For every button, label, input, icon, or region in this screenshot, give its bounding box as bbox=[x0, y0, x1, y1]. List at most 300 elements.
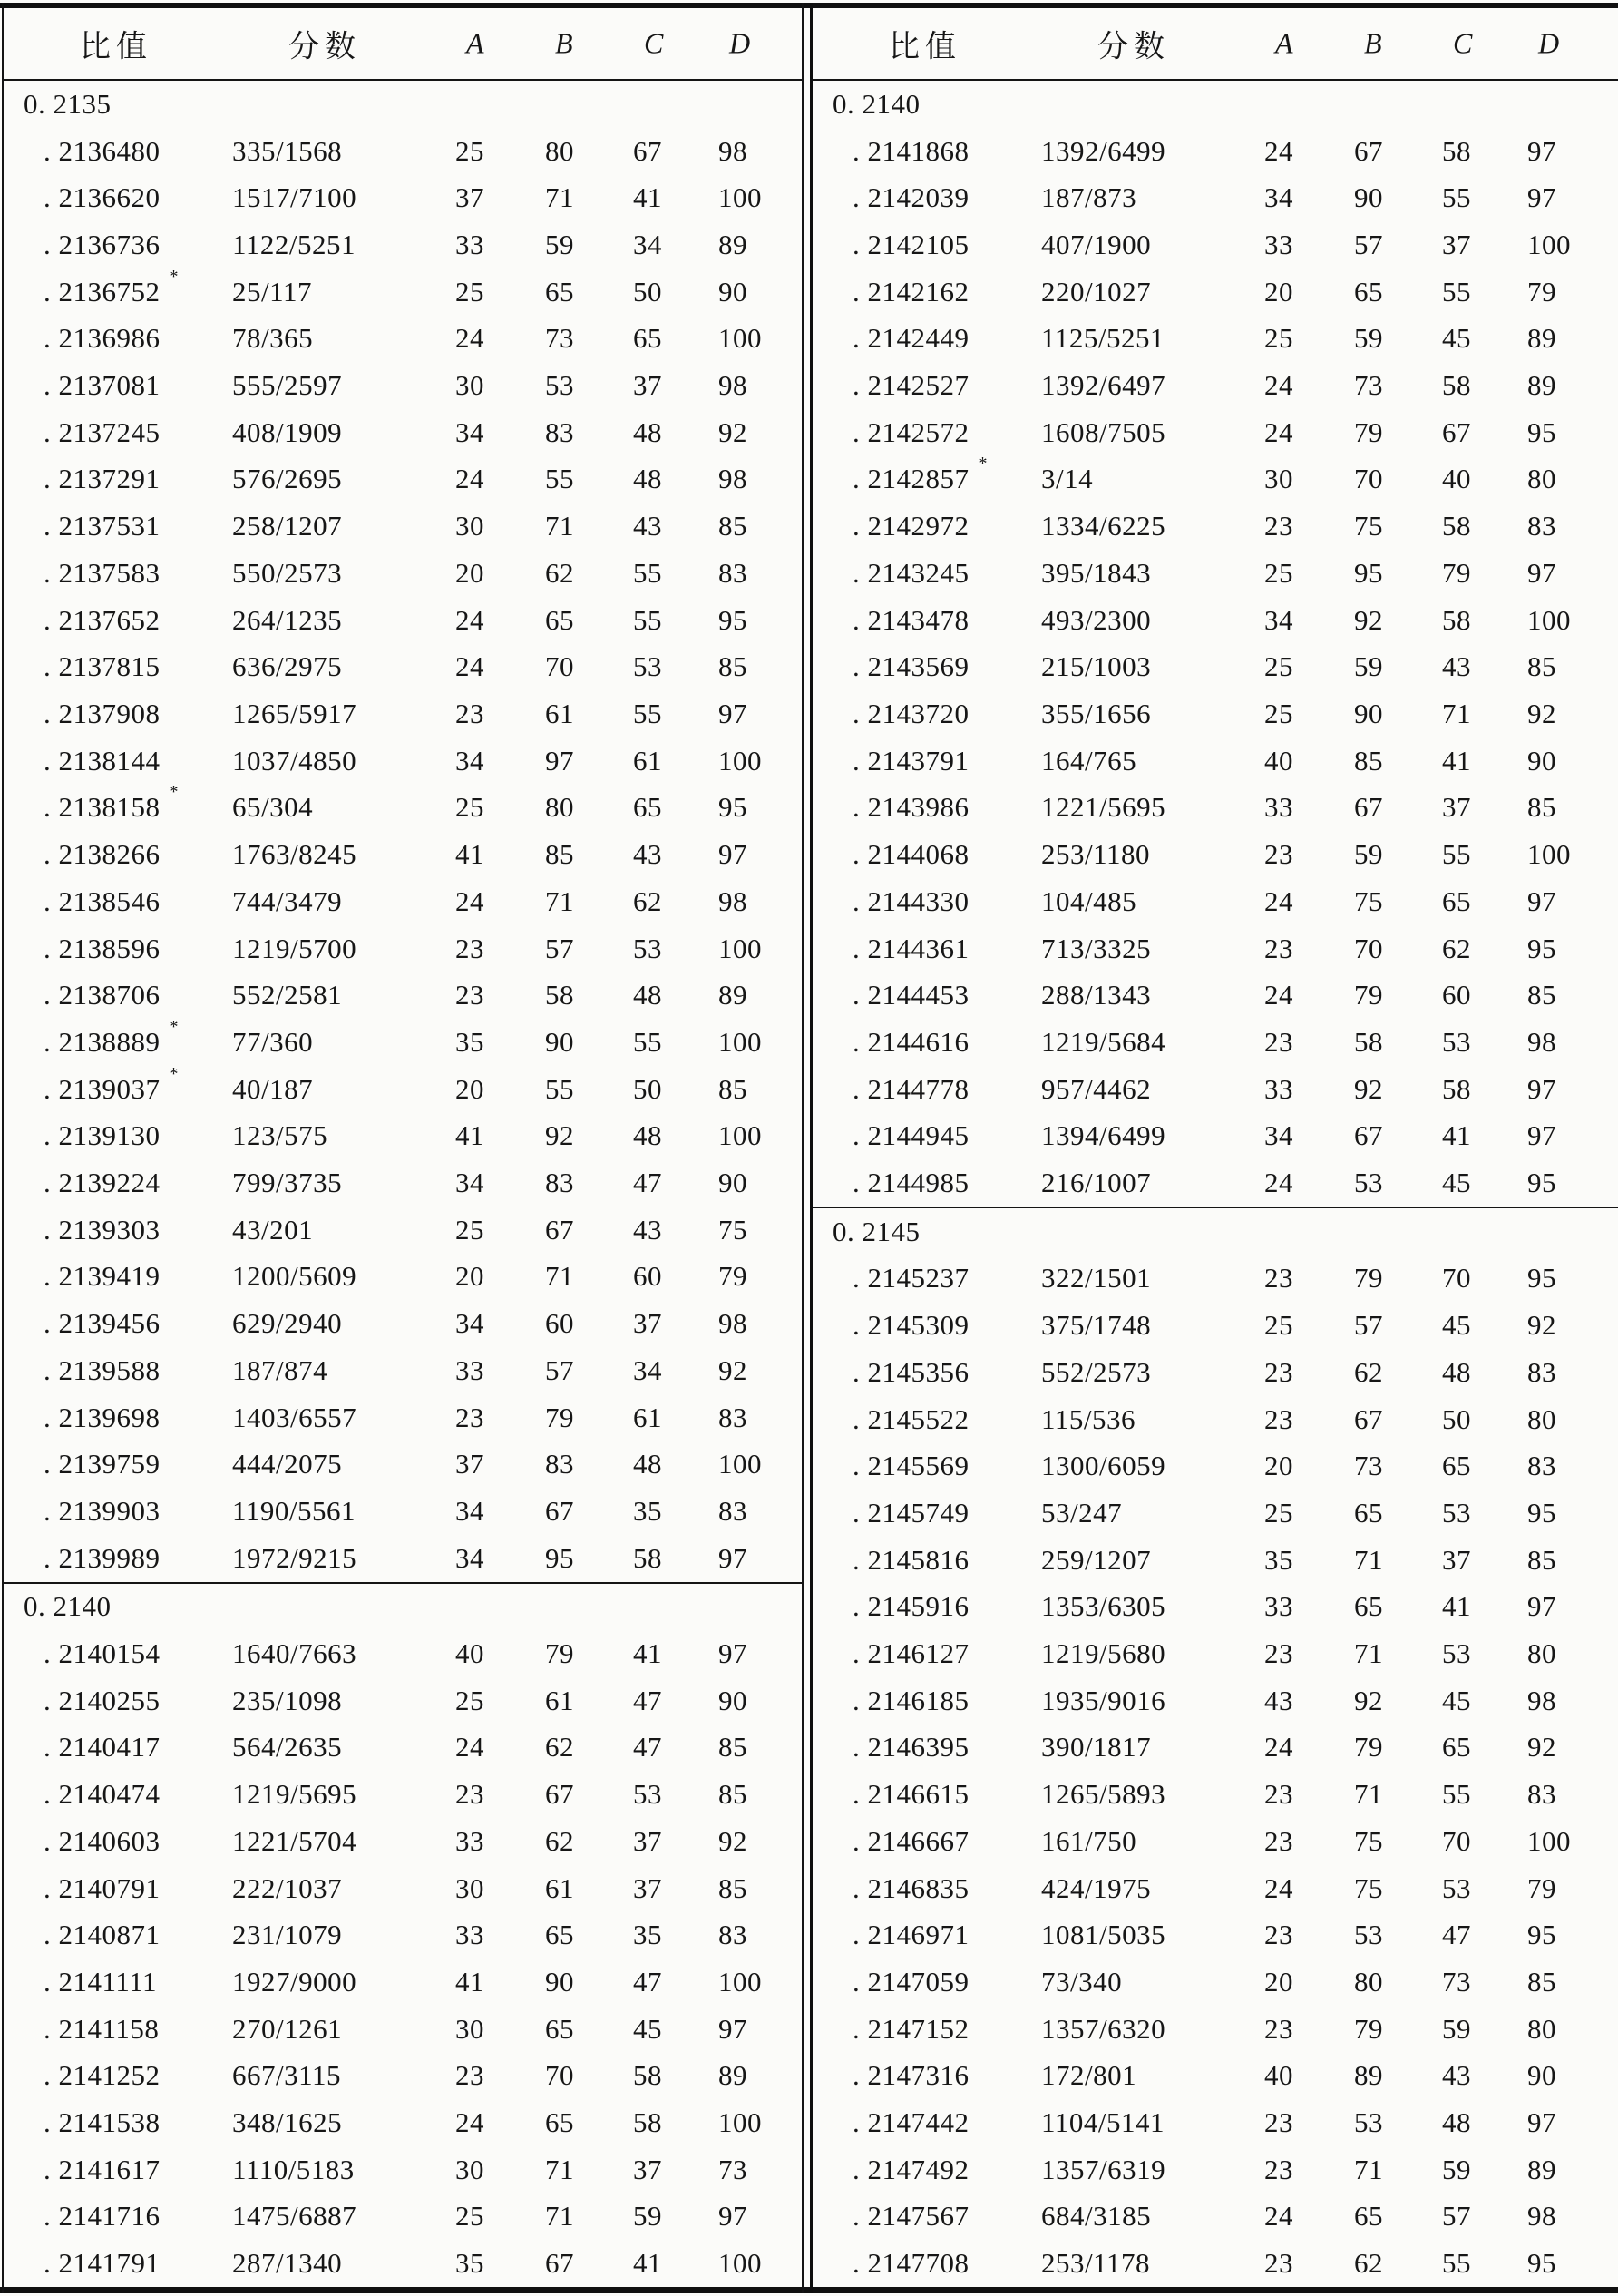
ratio-value: . 2141791 bbox=[44, 2247, 161, 2280]
column-header-a: A bbox=[466, 26, 484, 60]
table-row bbox=[4, 503, 802, 550]
star-marker: * bbox=[169, 1063, 179, 1084]
table-row bbox=[813, 1537, 1618, 1584]
ratio-value: . 2139989 bbox=[44, 1541, 161, 1574]
value-c-cell: 37 bbox=[1442, 1543, 1471, 1576]
value-d-cell: 83 bbox=[1527, 1355, 1556, 1388]
value-d-cell: 79 bbox=[1527, 1871, 1556, 1904]
value-d-cell: 100 bbox=[718, 1119, 762, 1152]
value-a-cell: 37 bbox=[455, 1448, 484, 1480]
value-a-cell: 23 bbox=[1264, 1402, 1293, 1435]
value-b-cell: 65 bbox=[1354, 2200, 1383, 2232]
value-c-cell: 50 bbox=[633, 1072, 662, 1105]
value-b-cell: 59 bbox=[1354, 838, 1383, 871]
fraction-cell: 1265/5893 bbox=[1041, 1778, 1166, 1811]
value-b-cell: 83 bbox=[545, 1167, 574, 1199]
value-a-cell: 25 bbox=[455, 275, 484, 308]
value-c-cell: 43 bbox=[633, 510, 662, 542]
value-d-cell: 95 bbox=[1527, 1919, 1556, 1951]
value-d-cell: 98 bbox=[718, 463, 747, 495]
value-c-cell: 48 bbox=[1442, 2106, 1471, 2139]
table-row bbox=[4, 550, 802, 597]
ratio-cell bbox=[44, 2059, 170, 2092]
value-c-cell: 41 bbox=[633, 181, 662, 214]
ratio-value: . 2142527 bbox=[853, 369, 970, 402]
value-d-cell: 95 bbox=[1527, 415, 1556, 448]
value-a-cell: 30 bbox=[455, 369, 484, 402]
ratio-cell bbox=[44, 2154, 170, 2186]
value-b-cell: 71 bbox=[545, 1260, 574, 1293]
ratio-value: . 2139903 bbox=[44, 1495, 161, 1528]
table-row bbox=[4, 1911, 802, 1959]
table-row bbox=[4, 1159, 802, 1207]
fraction-cell: 744/3479 bbox=[232, 884, 343, 917]
value-b-cell: 62 bbox=[1354, 1355, 1383, 1388]
ratio-value: . 2147567 bbox=[853, 2200, 970, 2232]
value-a-cell: 33 bbox=[1264, 228, 1293, 260]
fraction-cell: 259/1207 bbox=[1041, 1543, 1152, 1576]
value-a-cell: 34 bbox=[455, 1307, 484, 1340]
ratio-value: . 2138546 bbox=[44, 884, 161, 917]
fraction-cell: 957/4462 bbox=[1041, 1072, 1152, 1105]
table-row bbox=[4, 1063, 802, 1113]
value-c-cell: 35 bbox=[633, 1919, 662, 1951]
value-d-cell: 89 bbox=[718, 2059, 747, 2092]
value-d-cell: 80 bbox=[1527, 1637, 1556, 1670]
table-row bbox=[4, 831, 802, 878]
fraction-cell: 1300/6059 bbox=[1041, 1450, 1166, 1482]
value-b-cell: 79 bbox=[545, 1401, 574, 1433]
table-row bbox=[4, 456, 802, 503]
value-c-cell: 45 bbox=[1442, 1309, 1471, 1342]
value-b-cell: 75 bbox=[1354, 510, 1383, 542]
ratio-cell bbox=[853, 2059, 979, 2092]
table-row bbox=[813, 972, 1618, 1019]
ratio-value: . 2145916 bbox=[853, 1590, 970, 1623]
value-a-cell: 35 bbox=[455, 1025, 484, 1058]
value-d-cell: 95 bbox=[1527, 1262, 1556, 1295]
value-b-cell: 57 bbox=[1354, 1309, 1383, 1342]
table-row bbox=[813, 409, 1618, 456]
value-b-cell: 90 bbox=[545, 1025, 574, 1058]
ratio-cell bbox=[853, 745, 979, 777]
ratio-value: . 2139130 bbox=[44, 1119, 161, 1152]
value-a-cell: 24 bbox=[1264, 2200, 1293, 2232]
section-header-row bbox=[813, 81, 1618, 128]
fraction-cell: 684/3185 bbox=[1041, 2200, 1152, 2232]
value-b-cell: 67 bbox=[545, 2247, 574, 2280]
ratio-value: . 2138266 bbox=[44, 838, 161, 871]
value-c-cell: 47 bbox=[633, 1731, 662, 1764]
value-c-cell: 37 bbox=[1442, 228, 1471, 260]
ratio-cell bbox=[853, 791, 979, 824]
value-d-cell: 92 bbox=[718, 1824, 747, 1857]
value-d-cell: 83 bbox=[718, 1401, 747, 1433]
ratio-value: . 2144330 bbox=[853, 884, 970, 917]
fraction-cell: 1517/7100 bbox=[232, 181, 357, 214]
value-b-cell: 71 bbox=[545, 884, 574, 917]
fraction-cell: 493/2300 bbox=[1041, 603, 1152, 636]
value-d-cell: 97 bbox=[718, 1541, 747, 1574]
ratio-value: . 2141716 bbox=[44, 2200, 161, 2232]
fraction-cell: 78/365 bbox=[232, 322, 314, 355]
ratio-value: . 2136480 bbox=[44, 134, 161, 167]
fraction-cell: 667/3115 bbox=[232, 2059, 341, 2092]
value-c-cell: 73 bbox=[1442, 1965, 1471, 1998]
ratio-cell bbox=[853, 369, 979, 402]
value-a-cell: 30 bbox=[455, 2012, 484, 2045]
fraction-cell: 636/2975 bbox=[232, 650, 343, 683]
value-a-cell: 25 bbox=[1264, 1496, 1293, 1529]
fraction-cell: 1104/5141 bbox=[1041, 2106, 1165, 2139]
value-b-cell: 59 bbox=[545, 228, 574, 260]
value-c-cell: 34 bbox=[633, 1353, 662, 1386]
table-row bbox=[4, 1535, 802, 1582]
value-c-cell: 53 bbox=[633, 932, 662, 964]
value-d-cell: 80 bbox=[1527, 463, 1556, 495]
value-c-cell: 45 bbox=[1442, 322, 1471, 355]
value-d-cell: 85 bbox=[718, 1072, 747, 1105]
fraction-cell: 552/2573 bbox=[1041, 1355, 1152, 1388]
value-d-cell: 100 bbox=[718, 1965, 762, 1998]
table-row bbox=[813, 738, 1618, 785]
table-row bbox=[813, 2099, 1618, 2146]
column-header-row bbox=[4, 8, 802, 81]
value-a-cell: 24 bbox=[455, 884, 484, 917]
ratio-value: . 2139419 bbox=[44, 1260, 161, 1293]
value-b-cell: 75 bbox=[1354, 884, 1383, 917]
fraction-cell: 1357/6319 bbox=[1041, 2153, 1166, 2185]
value-b-cell: 65 bbox=[545, 275, 574, 308]
value-c-cell: 67 bbox=[633, 134, 662, 167]
value-a-cell: 25 bbox=[455, 2200, 484, 2232]
ratio-value: . 2144068 bbox=[853, 838, 970, 871]
value-a-cell: 23 bbox=[455, 979, 484, 1011]
section-label: 0. 2140 bbox=[24, 1590, 112, 1623]
ratio-cell bbox=[44, 1685, 170, 1717]
fraction-cell: 258/1207 bbox=[232, 510, 343, 542]
ratio-value: . 2143478 bbox=[853, 603, 970, 636]
value-a-cell: 23 bbox=[1264, 2106, 1293, 2139]
value-a-cell: 20 bbox=[1264, 1965, 1293, 1998]
value-d-cell: 85 bbox=[718, 1871, 747, 1904]
value-d-cell: 97 bbox=[1527, 884, 1556, 917]
value-c-cell: 58 bbox=[633, 2106, 662, 2139]
ratio-cell bbox=[44, 885, 170, 918]
table-body-left bbox=[4, 81, 802, 2287]
ratio-value: . 2146127 bbox=[853, 1637, 970, 1670]
table-row bbox=[813, 456, 1618, 503]
value-b-cell: 92 bbox=[1354, 603, 1383, 636]
value-c-cell: 48 bbox=[633, 979, 662, 1011]
ratio-value: . 2141538 bbox=[44, 2106, 161, 2139]
ratio-cell bbox=[44, 603, 170, 636]
value-c-cell: 58 bbox=[633, 2059, 662, 2092]
ratio-value: . 2140417 bbox=[44, 1731, 161, 1764]
table-row bbox=[4, 1254, 802, 1301]
value-b-cell: 90 bbox=[545, 1965, 574, 1998]
ratio-cell bbox=[44, 1731, 170, 1764]
value-c-cell: 58 bbox=[1442, 369, 1471, 402]
value-c-cell: 62 bbox=[633, 884, 662, 917]
ratio-value: . 2141111 bbox=[44, 1966, 158, 1998]
table-row bbox=[4, 2099, 802, 2146]
value-c-cell: 48 bbox=[633, 1119, 662, 1152]
value-c-cell: 45 bbox=[1442, 1167, 1471, 1199]
ratio-value: . 2143791 bbox=[853, 744, 970, 777]
value-a-cell: 37 bbox=[455, 181, 484, 214]
ratio-value: . 2143569 bbox=[853, 650, 970, 683]
ratio-cell bbox=[853, 885, 979, 918]
ratio-cell bbox=[44, 1919, 170, 1951]
value-c-cell: 65 bbox=[1442, 1731, 1471, 1764]
table-row bbox=[813, 2193, 1618, 2241]
table-row bbox=[813, 2053, 1618, 2100]
value-d-cell: 85 bbox=[1527, 979, 1556, 1011]
table-row bbox=[4, 174, 802, 221]
table-panel-left bbox=[4, 8, 802, 2287]
table-row bbox=[813, 221, 1618, 269]
table-row bbox=[813, 550, 1618, 597]
value-a-cell: 23 bbox=[1264, 838, 1293, 871]
value-a-cell: 23 bbox=[1264, 2012, 1293, 2045]
value-b-cell: 95 bbox=[545, 1541, 574, 1574]
value-c-cell: 59 bbox=[1442, 2012, 1471, 2045]
ratio-cell bbox=[44, 134, 170, 167]
fraction-cell: 1763/8245 bbox=[232, 838, 357, 871]
fraction-cell: 187/874 bbox=[232, 1353, 328, 1386]
ratio-cell bbox=[853, 229, 979, 261]
ratio-value: . 2139759 bbox=[44, 1448, 161, 1480]
value-c-cell: 55 bbox=[633, 556, 662, 589]
value-c-cell: 47 bbox=[633, 1965, 662, 1998]
value-c-cell: 37 bbox=[633, 1307, 662, 1340]
table-row bbox=[813, 785, 1618, 832]
value-b-cell: 70 bbox=[545, 650, 574, 683]
ratio-cell bbox=[853, 1356, 979, 1389]
fraction-cell: 1392/6499 bbox=[1041, 134, 1166, 167]
table-row bbox=[4, 2146, 802, 2193]
ratio-value: . 2145522 bbox=[853, 1402, 970, 1435]
value-a-cell: 34 bbox=[455, 1541, 484, 1574]
fraction-cell: 264/1235 bbox=[232, 603, 343, 636]
value-a-cell: 20 bbox=[1264, 275, 1293, 308]
value-b-cell: 79 bbox=[545, 1637, 574, 1670]
value-d-cell: 80 bbox=[1527, 2012, 1556, 2045]
ratio-value: . 2140603 bbox=[44, 1825, 161, 1858]
value-c-cell: 43 bbox=[1442, 2059, 1471, 2092]
ratio-cell bbox=[44, 266, 179, 308]
ratio-value: . 2136752 bbox=[44, 275, 161, 308]
table-row bbox=[813, 1771, 1618, 1818]
table-row bbox=[813, 1349, 1618, 1396]
value-b-cell: 71 bbox=[1354, 2153, 1383, 2185]
value-c-cell: 61 bbox=[633, 1401, 662, 1433]
value-b-cell: 55 bbox=[545, 463, 574, 495]
ratio-cell bbox=[853, 1167, 979, 1199]
fraction-cell: 73/340 bbox=[1041, 1965, 1123, 1998]
value-d-cell: 90 bbox=[1527, 744, 1556, 777]
ratio-value: . 2137081 bbox=[44, 369, 161, 402]
column-header-fraction: 分数 bbox=[288, 30, 361, 64]
value-c-cell: 53 bbox=[633, 1778, 662, 1811]
fraction-cell: 53/247 bbox=[1041, 1496, 1123, 1529]
value-a-cell: 25 bbox=[1264, 322, 1293, 355]
ratio-value: . 2137583 bbox=[44, 557, 161, 590]
value-b-cell: 70 bbox=[1354, 463, 1383, 495]
fraction-cell: 1935/9016 bbox=[1041, 1684, 1166, 1716]
value-d-cell: 95 bbox=[1527, 1496, 1556, 1529]
table-row bbox=[4, 1112, 802, 1159]
value-b-cell: 90 bbox=[1354, 697, 1383, 729]
ratio-value: . 2142105 bbox=[853, 229, 970, 261]
ratio-cell bbox=[853, 979, 979, 1011]
value-a-cell: 34 bbox=[1264, 181, 1293, 214]
table-row bbox=[4, 925, 802, 972]
table-row bbox=[4, 409, 802, 456]
value-a-cell: 24 bbox=[1264, 415, 1293, 448]
fraction-cell: 253/1178 bbox=[1041, 2247, 1150, 2280]
value-c-cell: 37 bbox=[633, 2153, 662, 2185]
fraction-cell: 1221/5704 bbox=[232, 1824, 357, 1857]
fraction-cell: 1392/6497 bbox=[1041, 369, 1166, 402]
value-c-cell: 55 bbox=[633, 603, 662, 636]
ratio-value: . 2147316 bbox=[853, 2059, 970, 2092]
value-a-cell: 24 bbox=[1264, 1871, 1293, 1904]
value-c-cell: 53 bbox=[1442, 1871, 1471, 1904]
value-d-cell: 98 bbox=[1527, 1025, 1556, 1058]
value-c-cell: 41 bbox=[1442, 1119, 1471, 1152]
value-a-cell: 41 bbox=[455, 1119, 484, 1152]
table-row bbox=[4, 690, 802, 738]
ratio-cell bbox=[853, 557, 979, 590]
value-c-cell: 55 bbox=[633, 697, 662, 729]
table-row bbox=[813, 1818, 1618, 1865]
ratio-cell bbox=[44, 322, 170, 355]
ratio-value: . 2144985 bbox=[853, 1167, 970, 1199]
table-row bbox=[4, 266, 802, 316]
value-b-cell: 59 bbox=[1354, 322, 1383, 355]
value-b-cell: 65 bbox=[545, 2012, 574, 2045]
value-b-cell: 53 bbox=[545, 369, 574, 402]
ratio-cell bbox=[853, 2200, 979, 2232]
value-a-cell: 35 bbox=[455, 2247, 484, 2280]
ratio-cell bbox=[44, 782, 179, 824]
value-d-cell: 98 bbox=[718, 884, 747, 917]
value-d-cell: 85 bbox=[1527, 1543, 1556, 1576]
value-d-cell: 85 bbox=[718, 1731, 747, 1764]
value-c-cell: 53 bbox=[1442, 1637, 1471, 1670]
value-d-cell: 97 bbox=[1527, 1072, 1556, 1105]
value-a-cell: 41 bbox=[455, 838, 484, 871]
value-d-cell: 100 bbox=[1527, 1824, 1571, 1857]
ratio-value: . 2145816 bbox=[853, 1543, 970, 1576]
fraction-cell: 355/1656 bbox=[1041, 697, 1152, 729]
fraction-cell: 1219/5684 bbox=[1041, 1025, 1166, 1058]
value-b-cell: 75 bbox=[1354, 1824, 1383, 1857]
value-a-cell: 23 bbox=[1264, 932, 1293, 964]
fraction-cell: 235/1098 bbox=[232, 1684, 343, 1716]
ratio-cell bbox=[44, 698, 170, 730]
value-c-cell: 70 bbox=[1442, 1824, 1471, 1857]
value-c-cell: 50 bbox=[1442, 1402, 1471, 1435]
ratio-cell bbox=[853, 1731, 979, 1764]
ratio-value: . 2142162 bbox=[853, 275, 970, 308]
value-a-cell: 34 bbox=[455, 415, 484, 448]
ratio-value: . 2140791 bbox=[44, 1871, 161, 1904]
ratio-value: . 2147492 bbox=[853, 2153, 970, 2185]
value-a-cell: 23 bbox=[1264, 1637, 1293, 1670]
table-row bbox=[4, 1865, 802, 1912]
ratio-cell bbox=[44, 2200, 170, 2232]
value-b-cell: 71 bbox=[545, 510, 574, 542]
fraction-cell: 231/1079 bbox=[232, 1919, 343, 1951]
value-a-cell: 23 bbox=[455, 697, 484, 729]
value-a-cell: 33 bbox=[455, 1919, 484, 1951]
value-d-cell: 95 bbox=[718, 603, 747, 636]
value-d-cell: 100 bbox=[718, 932, 762, 964]
table-row bbox=[813, 362, 1618, 409]
fraction-cell: 253/1180 bbox=[1041, 838, 1150, 871]
value-c-cell: 58 bbox=[1442, 603, 1471, 636]
fraction-cell: 1608/7505 bbox=[1041, 415, 1166, 448]
value-b-cell: 58 bbox=[545, 979, 574, 1011]
value-d-cell: 97 bbox=[718, 697, 747, 729]
value-b-cell: 65 bbox=[545, 603, 574, 636]
value-d-cell: 100 bbox=[718, 1448, 762, 1480]
ratio-cell bbox=[853, 650, 979, 683]
ratio-cell bbox=[44, 2013, 168, 2046]
table-row bbox=[813, 1066, 1618, 1113]
value-b-cell: 67 bbox=[1354, 1402, 1383, 1435]
value-b-cell: 79 bbox=[1354, 979, 1383, 1011]
value-c-cell: 53 bbox=[1442, 1025, 1471, 1058]
ratio-value: . 2137652 bbox=[44, 603, 161, 636]
value-b-cell: 59 bbox=[1354, 650, 1383, 683]
value-a-cell: 23 bbox=[455, 932, 484, 964]
value-a-cell: 33 bbox=[455, 1824, 484, 1857]
ratio-value: . 2138706 bbox=[44, 979, 161, 1011]
fraction-cell: 270/1261 bbox=[232, 2012, 343, 2045]
ratio-value: . 2143245 bbox=[853, 557, 970, 590]
column-header-b: B bbox=[1364, 26, 1382, 60]
table-row bbox=[813, 1019, 1618, 1066]
ratio-cell bbox=[853, 2154, 979, 2186]
column-header-a: A bbox=[1275, 26, 1293, 60]
value-b-cell: 67 bbox=[1354, 134, 1383, 167]
value-d-cell: 79 bbox=[1527, 275, 1556, 308]
table-row bbox=[4, 1394, 802, 1441]
fraction-cell: 1219/5695 bbox=[232, 1778, 357, 1811]
table-row bbox=[4, 2053, 802, 2100]
value-b-cell: 80 bbox=[545, 791, 574, 824]
value-b-cell: 60 bbox=[545, 1307, 574, 1340]
ratio-cell bbox=[853, 1590, 979, 1623]
ratio-value: . 2142449 bbox=[853, 322, 970, 355]
table-row bbox=[813, 2146, 1618, 2193]
value-a-cell: 24 bbox=[1264, 134, 1293, 167]
fraction-cell: 576/2695 bbox=[232, 463, 343, 495]
value-b-cell: 58 bbox=[1354, 1025, 1383, 1058]
value-b-cell: 67 bbox=[1354, 791, 1383, 824]
table-row bbox=[4, 782, 802, 832]
value-b-cell: 79 bbox=[1354, 1731, 1383, 1764]
ratio-cell bbox=[853, 1825, 979, 1858]
column-header-b: B bbox=[555, 26, 573, 60]
fraction-cell: 123/575 bbox=[232, 1119, 328, 1152]
value-b-cell: 67 bbox=[545, 1213, 574, 1246]
fraction-cell: 40/187 bbox=[232, 1072, 314, 1105]
